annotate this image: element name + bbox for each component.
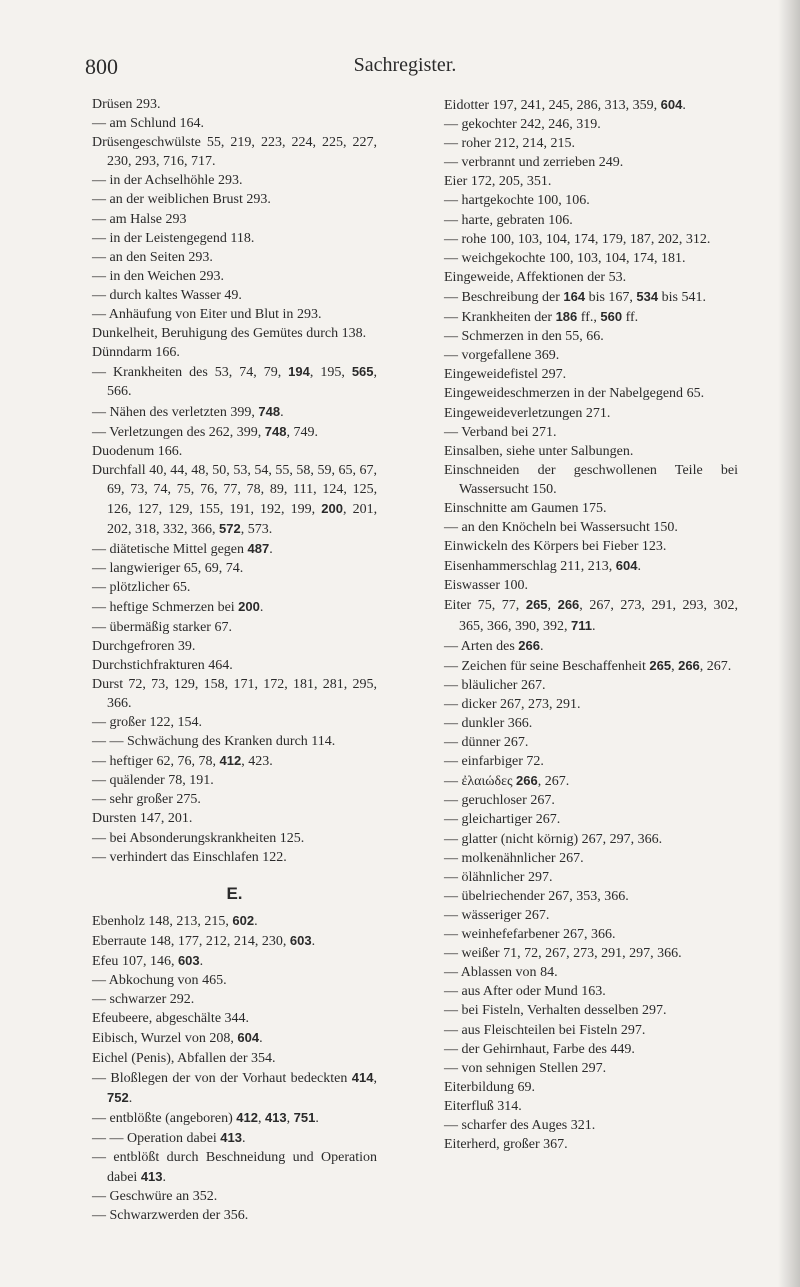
- index-entry: — sehr großer 275.: [92, 792, 201, 808]
- index-list-e: [92, 911, 377, 1226]
- index-entry: Eichel (Penis), Abfallen der 354.: [92, 1050, 276, 1066]
- index-entry: — einfarbiger 72.: [444, 754, 544, 770]
- page-header: [85, 54, 725, 84]
- index-entry: — Nähen des verletzten 399, 748.: [92, 403, 284, 420]
- index-entry: — Krankheiten des 53, 74, 79, 194, 195, 565, 566.: [92, 364, 378, 400]
- index-entry: — in der Achselhöhle 293.: [92, 173, 243, 189]
- index-entry: Eberraute 148, 177, 212, 214, 230, 603.: [92, 932, 316, 949]
- index-entry: — der Gehirnhaut, Farbe des 449.: [444, 1041, 635, 1057]
- index-entry: Eingeweide, Affektionen der 53.: [444, 269, 627, 285]
- index-entry: — dicker 267, 273, 291.: [444, 696, 581, 712]
- index-entry: — vorgefallene 369.: [444, 348, 560, 364]
- index-entry: — entblößte (angeboren) 412, 413, 751.: [92, 1109, 319, 1126]
- index-entry: — Geschwüre an 352.: [92, 1189, 218, 1205]
- index-entry: — plötzlicher 65.: [92, 580, 191, 596]
- index-entry: — an den Knöcheln bei Wassersucht 150.: [444, 520, 678, 536]
- index-entry: Eier 172, 205, 351.: [444, 174, 552, 190]
- index-entry: — weißer 71, 72, 267, 273, 291, 297, 366.: [444, 946, 682, 962]
- index-entry: — schwarzer 292.: [92, 992, 195, 1008]
- index-entry: — am Halse 293: [92, 211, 187, 227]
- index-entry: Einschneiden der geschwollenen Teile bei Wassersucht 150.: [444, 462, 738, 497]
- index-entry: — diätetische Mittel gegen 487.: [92, 541, 273, 558]
- index-entry: — Arten des 266.: [444, 637, 544, 654]
- index-entry: — verbrannt und zerrieben 249.: [444, 155, 624, 171]
- index-entry: — verhindert das Einschlafen 122.: [92, 849, 287, 865]
- index-entry: Eiswasser 100.: [444, 578, 528, 594]
- index-entry: — bläulicher 267.: [444, 677, 546, 693]
- index-entry: — Verletzungen des 262, 399, 748, 749.: [92, 423, 318, 440]
- index-entry: — Abkochung von 465.: [92, 973, 227, 989]
- index-entry: — harte, gebraten 106.: [444, 212, 573, 228]
- index-entry: Eisenhammerschlag 211, 213, 604.: [444, 558, 641, 575]
- index-entry: — von sehnigen Stellen 297.: [444, 1060, 607, 1076]
- index-entry: Dunkelheit, Beruhigung des Gemütes durch 138.: [92, 326, 367, 342]
- index-entry: — langwieriger 65, 69, 74.: [92, 561, 244, 577]
- index-entry: — roher 212, 214, 215.: [444, 136, 576, 152]
- index-entry: — wässeriger 267.: [444, 907, 550, 923]
- index-entry: Einwickeln des Körpers bei Fieber 123.: [444, 539, 667, 555]
- index-entry: — quälender 78, 191.: [92, 773, 214, 789]
- index-entry: — weichgekochte 100, 103, 104, 174, 181.: [444, 250, 686, 266]
- index-entry: — bei Fisteln, Verhalten desselben 297.: [444, 1003, 667, 1019]
- index-entry: — geruchloser 267.: [444, 793, 555, 809]
- index-entry: — an den Seiten 293.: [92, 249, 213, 265]
- index-entry: — Ablassen von 84.: [444, 965, 558, 981]
- index-entry: Drüsengeschwülste 55, 219, 223, 224, 225, 227, 230, 293, 716, 717.: [92, 135, 378, 170]
- index-entry: — rohe 100, 103, 104, 174, 179, 187, 202, 312.: [444, 231, 711, 247]
- index-entry: — heftiger 62, 76, 78, 412, 423.: [92, 753, 273, 770]
- index-entry: — Zeichen für seine Beschaffenheit 265, 266, 267.: [444, 657, 732, 674]
- index-entry: — großer 122, 154.: [92, 715, 203, 730]
- index-entry: — am Schlund 164.: [92, 116, 204, 132]
- index-entry: — an der weiblichen Brust 293.: [92, 192, 271, 208]
- index-column-right: [444, 95, 738, 1154]
- index-entry: Ebenholz 148, 213, 215, 602.: [92, 912, 258, 929]
- index-entry: — — Operation dabei 413.: [92, 1129, 246, 1146]
- index-entry: — Verband bei 271.: [444, 424, 557, 440]
- index-entry: Eiterherd, großer 367.: [444, 1137, 568, 1153]
- index-entry: Duodenum 166.: [92, 443, 183, 459]
- index-entry: Einsalben, siehe unter Salbungen.: [444, 443, 634, 459]
- index-entry: Eidotter 197, 241, 245, 286, 313, 359, 604.: [444, 97, 686, 113]
- index-entry: Einschnitte am Gaumen 175.: [444, 500, 607, 516]
- index-entry: — scharfer des Auges 321.: [444, 1117, 596, 1133]
- section-letter: E.: [226, 883, 243, 903]
- index-entry: — glatter (nicht körnig) 267, 297, 366.: [444, 831, 663, 847]
- index-entry: — bei Absonderungskrankheiten 125.: [92, 830, 305, 846]
- index-entry: Dünndarm 166.: [92, 345, 180, 361]
- index-entry: Durchgefroren 39.: [92, 638, 196, 654]
- index-entry: — übermäßig starker 67.: [92, 619, 232, 635]
- index-entry: — ἐλαιώδες 266, 267.: [444, 773, 570, 790]
- index-entry: — gleichartiger 267.: [444, 812, 561, 828]
- index-entry: — aus After oder Mund 163.: [444, 984, 606, 1000]
- page-edge-shadow: [778, 0, 800, 1287]
- index-entry: Durst 72, 73, 129, 158, 171, 172, 181, 281, 295, 366.: [92, 676, 377, 711]
- index-entry: — aus Fleischteilen bei Fisteln 297.: [444, 1022, 646, 1038]
- index-entry: — Schwarzwerden der 356.: [92, 1208, 249, 1224]
- index-entry: — in der Leistengegend 118.: [92, 230, 255, 246]
- index-entry: — Bloßlegen der von der Vorhaut bedeckten 414, 752.: [92, 1069, 377, 1106]
- page-number: 800: [85, 54, 118, 79]
- index-entry: Eingeweidefistel 297.: [444, 367, 567, 383]
- running-title: Sachregister.: [353, 54, 457, 76]
- index-entry: Eiterfluß 314.: [444, 1098, 522, 1114]
- index-entry: Dursten 147, 201.: [92, 811, 193, 827]
- index-entry: — Beschreibung der 164 bis 167, 534 bis 541.: [444, 288, 706, 305]
- index-entry: — molkenähnlicher 267.: [444, 850, 584, 866]
- index-entry: Efeu 107, 146, 603.: [92, 953, 204, 970]
- index-entry: Eingeweideverletzungen 271.: [444, 405, 611, 421]
- index-entry: Drüsen 293.: [92, 97, 161, 112]
- index-entry: — gekochter 242, 246, 319.: [444, 117, 601, 133]
- index-column-left: [92, 95, 377, 1225]
- index-entry: — dunkler 366.: [444, 716, 533, 731]
- index-entry: — weinhefefarbener 267, 366.: [444, 927, 616, 943]
- index-entry: — — Schwächung des Kranken durch 114.: [92, 734, 336, 750]
- index-entry: Eibisch, Wurzel von 208, 604.: [92, 1030, 263, 1047]
- index-entry: Eingeweideschmerzen in der Nabelgegend 65.: [444, 386, 705, 402]
- index-entry: — übelriechender 267, 353, 366.: [444, 888, 629, 904]
- index-entry: — hartgekochte 100, 106.: [444, 193, 590, 209]
- index-entry: Efeubeere, abgeschälte 344.: [92, 1011, 250, 1027]
- index-entry: — Anhäufung von Eiter und Blut in 293.: [92, 307, 322, 323]
- index-entry: Eiterbildung 69.: [444, 1079, 535, 1095]
- index-entry: — entblößt durch Beschneidung und Operation dabei 413.: [92, 1149, 377, 1186]
- index-entry: — ölähnlicher 297.: [444, 869, 553, 885]
- index-entry: — Schmerzen in den 55, 66.: [444, 329, 604, 345]
- index-entry: — in den Weichen 293.: [92, 268, 224, 284]
- index-entry: Eiter 75, 77, 265, 266, 267, 273, 291, 293, 302, 365, 366, 390, 392, 711.: [444, 597, 739, 634]
- index-entry: — heftige Schmerzen bei 200.: [92, 599, 264, 616]
- index-entry: — Krankheiten der 186 ff., 560 ff.: [444, 309, 639, 326]
- index-list-d: [92, 95, 377, 867]
- index-entry: Durchfall 40, 44, 48, 50, 53, 54, 55, 58, 59, 65, 67, 69, 73, 74, 75, 76, 77, 78, 89, 111, 124, 125, 126, 127, 129, 155, 191, 192, 199, 200, 201, 202, 318, 332, 366, 572, 573.: [92, 462, 378, 538]
- index-entry: — dünner 267.: [444, 735, 529, 751]
- index-entry: — durch kaltes Wasser 49.: [92, 287, 242, 303]
- index-entry: Durchstichfrakturen 464.: [92, 657, 233, 673]
- index-list-e-continued: [444, 95, 738, 1154]
